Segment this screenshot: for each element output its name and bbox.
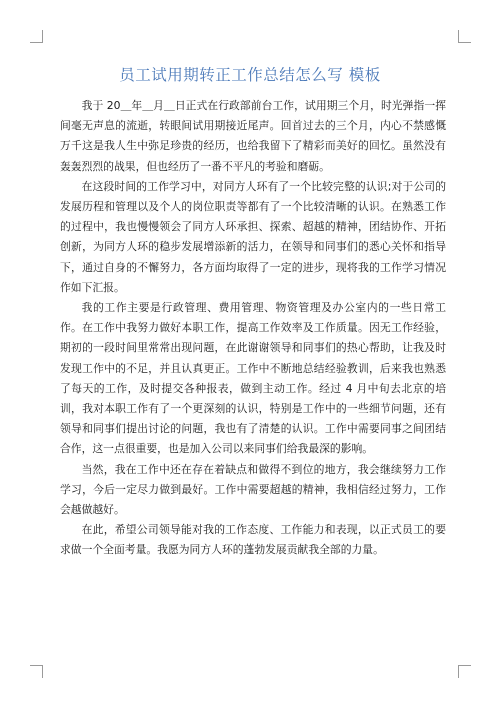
paragraph: 在这段时间的工作学习中，对同方人环有了一个比较完整的认识;对于公司的发展历程和管理以及个人的岗位职责等都有了一个比较清晰的认识。在熟悉工作的过程中，我也慢慢领会了同方人环承担、探索、超越的精神，团结协作、开拓创新，为同方人环的稳步发展增添新的活力，在领导和同事们的悉心关怀和指导下，通过自身的不懈努力，各方面均取得了一定的进步，现将我的工作学习情况作如下汇报。 [60, 179, 446, 294]
crop-mark-bottom-right [458, 665, 471, 678]
crop-mark-top-right [458, 30, 471, 43]
document-body [60, 96, 446, 561]
paragraph: 我于 20＿年＿月＿日正式在行政部前台工作，试用期三个月，时光弹指一挥间毫无声息的流逝，转眼间试用期接近尾声。回首过去的三个月，内心不禁感慨万千这是我人生中弥足珍贵的经历，也给我留下了精彩而美好的回忆。虽然没有轰轰烈烈的战果，但也经历了一番不平凡的考验和磨砺。 [60, 99, 446, 173]
paragraph: 在此，希望公司领导能对我的工作态度、工作能力和表现，以正式员工的要求做一个全面考量。我愿为同方人环的蓬勃发展贡献我全部的力量。 [60, 523, 446, 557]
document-title: 员工试用期转正工作总结怎么写 模板 [119, 66, 381, 84]
crop-mark-bottom-left [30, 665, 43, 678]
crop-mark-top-left [30, 30, 43, 43]
paragraph: 我的工作主要是行政管理、费用管理、物资管理及办公室内的一些日常工作。在工作中我努力做好本职工作，提高工作效率及工作质量。因无工作经验，期初的一段时间里常常出现问题，在此谢谢领导和同事们的热心帮助，让我及时发现工作中的不足，并且认真更正。工作中不断地总结经验教训，后来我也熟悉了每天的工作，及时提交各种报表，做到主动工作。经过 4 月中旬去北京的培训，我对本职工作有了一个更深刻的认识，特别是工作中的一些细节问题，还有领导和同事们提出讨论的问题，我也有了清楚的认识。工作中需要同事之间团结合作，这一点很重要，也是加入公司以来同事们给我最深的影响。 [60, 301, 446, 456]
paragraph: 当然，我在工作中还在存在着缺点和做得不到位的地方，我会继续努力工作学习，今后一定尽力做到最好。工作中需要超越的精神，我相信经过努力，工作会越做越好。 [60, 462, 446, 517]
